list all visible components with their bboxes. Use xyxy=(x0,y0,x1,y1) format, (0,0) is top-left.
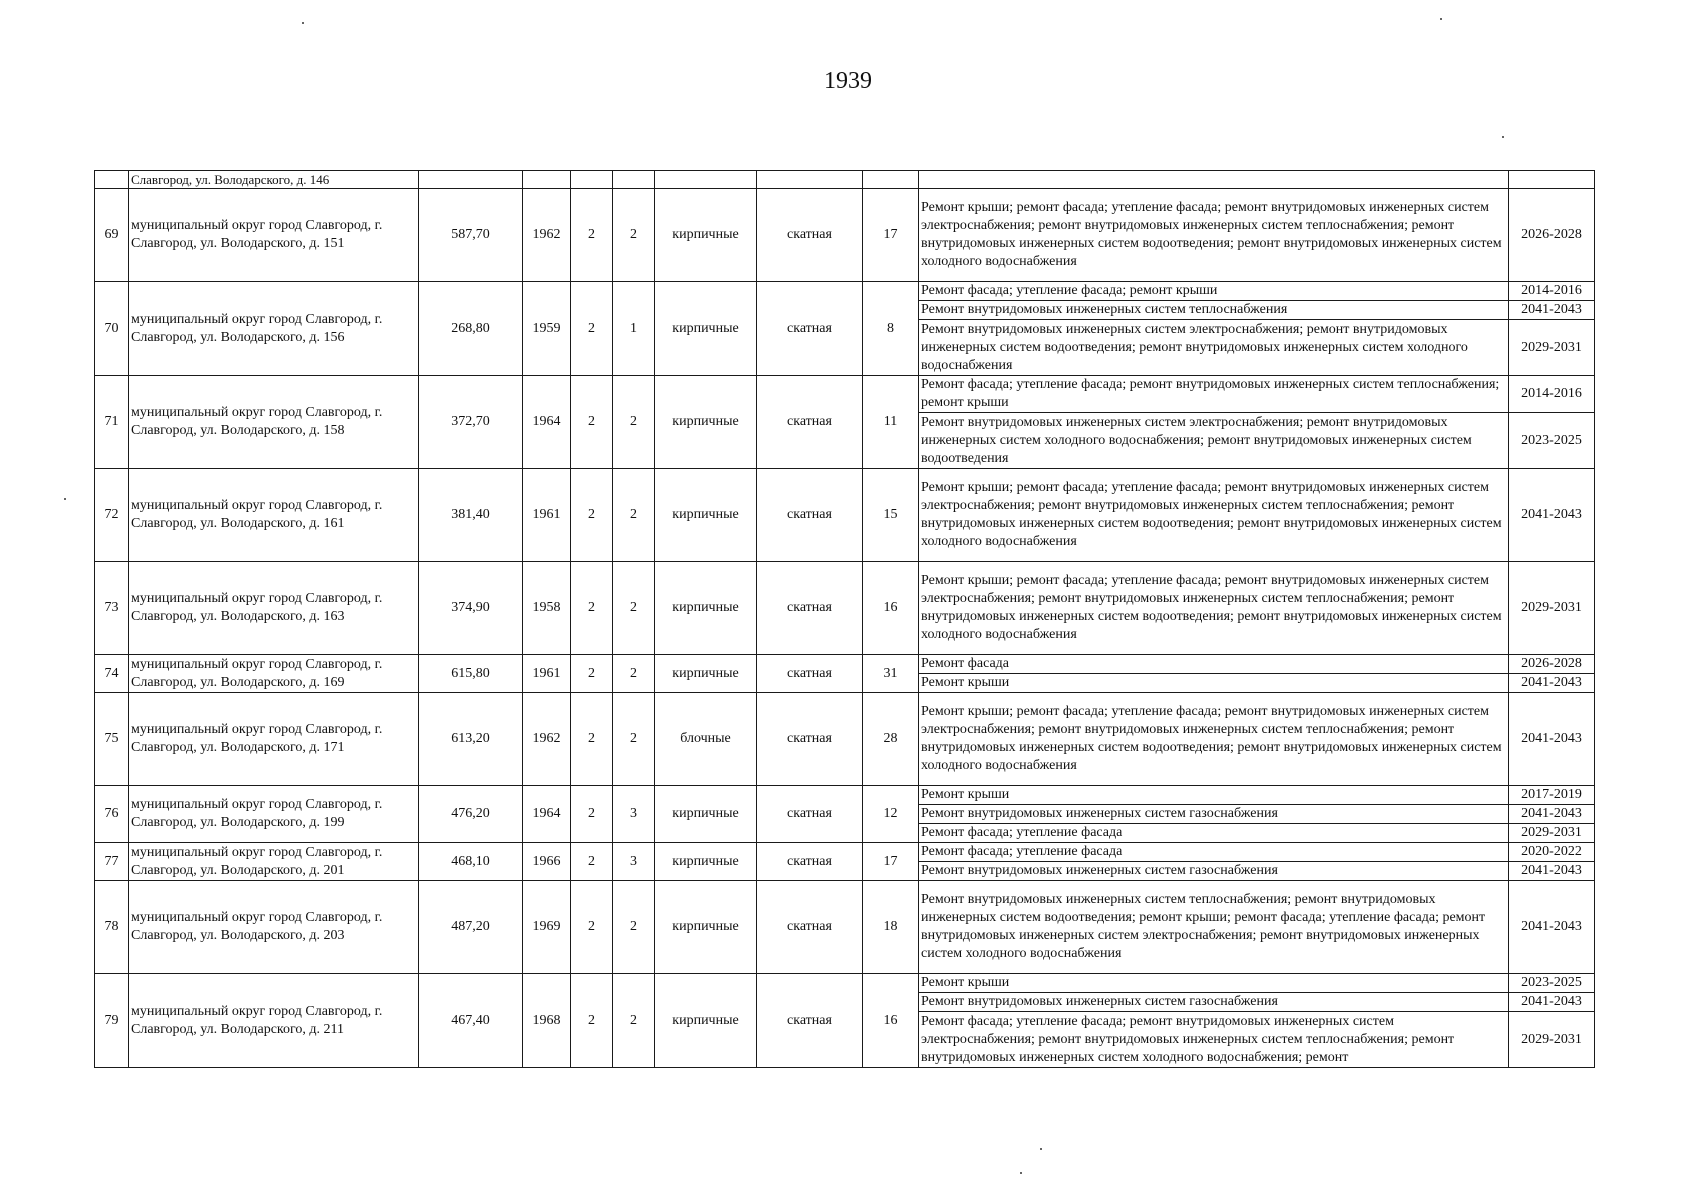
cell-year: 1961 xyxy=(523,469,571,562)
cell-roof: скатная xyxy=(757,655,863,693)
cell-works: Ремонт крыши; ремонт фасада; утепление фасада; ремонт внутридомовых инженерных систем электроснабжения; ремонт внутридомовых инженерных систем теплоснабжения; ремонт внутридомовых инженерных систем водоотведения; ремонт внутридомовых инженерных систем холодного водоснабжения xyxy=(919,693,1509,786)
cell-works: Ремонт фасада; утепление фасада xyxy=(919,843,1509,862)
cell-works: Ремонт внутридомовых инженерных систем электроснабжения; ремонт внутридомовых инженерных систем холодного водоснабжения; ремонт внутридомовых инженерных систем водоотведения xyxy=(919,413,1509,469)
cell-roof: скатная xyxy=(757,693,863,786)
cell-years: 2041-2043 xyxy=(1509,674,1595,693)
cell-works: Ремонт крыши xyxy=(919,786,1509,805)
cell-works: Ремонт фасада; утепление фасада xyxy=(919,824,1509,843)
cell-year xyxy=(523,171,571,189)
cell-floors: 2 xyxy=(571,376,613,469)
cell-year: 1962 xyxy=(523,189,571,282)
cell-num: 70 xyxy=(95,282,129,376)
cell-years: 2029-2031 xyxy=(1509,562,1595,655)
cell-entrances: 2 xyxy=(613,881,655,974)
cell-floors: 2 xyxy=(571,693,613,786)
cell-address: муниципальный округ город Славгород, г. Славгород, ул. Володарского, д. 201 xyxy=(129,843,419,881)
cell-year: 1966 xyxy=(523,843,571,881)
cell-year: 1968 xyxy=(523,974,571,1068)
cell-roof: скатная xyxy=(757,189,863,282)
cell-year: 1964 xyxy=(523,786,571,843)
cell-years: 2014-2016 xyxy=(1509,376,1595,413)
cell-floors: 2 xyxy=(571,655,613,693)
cell-floors: 2 xyxy=(571,469,613,562)
cell-apartments: 8 xyxy=(863,282,919,376)
cell-years: 2023-2025 xyxy=(1509,974,1595,993)
cell-entrances: 3 xyxy=(613,786,655,843)
cell-entrances xyxy=(613,171,655,189)
continuation-row xyxy=(95,171,1595,189)
cell-area: 374,90 xyxy=(419,562,523,655)
cell-roof: скатная xyxy=(757,469,863,562)
cell-entrances: 2 xyxy=(613,655,655,693)
cell-years: 2041-2043 xyxy=(1509,993,1595,1012)
scan-speck xyxy=(64,498,66,500)
cell-year: 1969 xyxy=(523,881,571,974)
table-row xyxy=(95,469,1595,562)
cell-address: муниципальный округ город Славгород, г. Славгород, ул. Володарского, д. 156 xyxy=(129,282,419,376)
cell-year: 1962 xyxy=(523,693,571,786)
cell-apartments: 15 xyxy=(863,469,919,562)
page-number: 1939 xyxy=(824,68,872,94)
table-row xyxy=(95,693,1595,786)
cell-num: 74 xyxy=(95,655,129,693)
housing-repair-table xyxy=(94,170,1595,1068)
cell-apartments: 12 xyxy=(863,786,919,843)
cell-address: муниципальный округ город Славгород, г. Славгород, ул. Володарского, д. 169 xyxy=(129,655,419,693)
cell-walls xyxy=(655,171,757,189)
cell-floors xyxy=(571,171,613,189)
cell-address: муниципальный округ город Славгород, г. Славгород, ул. Володарского, д. 203 xyxy=(129,881,419,974)
table-body xyxy=(95,171,1595,1068)
cell-apartments: 17 xyxy=(863,843,919,881)
cell-years: 2017-2019 xyxy=(1509,786,1595,805)
cell-roof xyxy=(757,171,863,189)
cell-works: Ремонт внутридомовых инженерных систем газоснабжения xyxy=(919,805,1509,824)
cell-year: 1958 xyxy=(523,562,571,655)
cell-floors: 2 xyxy=(571,189,613,282)
cell-area: 487,20 xyxy=(419,881,523,974)
cell-area: 381,40 xyxy=(419,469,523,562)
scan-speck xyxy=(1502,136,1504,138)
table-row xyxy=(95,881,1595,974)
cell-years: 2029-2031 xyxy=(1509,320,1595,376)
scan-speck xyxy=(1440,18,1442,20)
cell-address: муниципальный округ город Славгород, г. Славгород, ул. Володарского, д. 151 xyxy=(129,189,419,282)
cell-floors: 2 xyxy=(571,282,613,376)
cell-works: Ремонт фасада; утепление фасада; ремонт внутридомовых инженерных систем теплоснабжения; ремонт крыши xyxy=(919,376,1509,413)
cell-works: Ремонт фасада xyxy=(919,655,1509,674)
cell-num: 79 xyxy=(95,974,129,1068)
cell-works: Ремонт фасада; утепление фасада; ремонт крыши xyxy=(919,282,1509,301)
cell-roof: скатная xyxy=(757,376,863,469)
cell-works: Ремонт фасада; утепление фасада; ремонт внутридомовых инженерных систем электроснабжения; ремонт внутридомовых инженерных систем теплоснабжения; ремонт внутридомовых инженерных систем холодного водоснабжения; ремонт xyxy=(919,1012,1509,1068)
cell-works: Ремонт внутридомовых инженерных систем газоснабжения xyxy=(919,993,1509,1012)
cell-num: 78 xyxy=(95,881,129,974)
cell-address: муниципальный округ город Славгород, г. Славгород, ул. Володарского, д. 158 xyxy=(129,376,419,469)
scan-speck xyxy=(1020,1172,1022,1174)
cell-roof: скатная xyxy=(757,843,863,881)
cell-apartments: 11 xyxy=(863,376,919,469)
cell-year: 1964 xyxy=(523,376,571,469)
cell-years: 2029-2031 xyxy=(1509,824,1595,843)
cell-works: Ремонт крыши xyxy=(919,674,1509,693)
cell-floors: 2 xyxy=(571,786,613,843)
cell-floors: 2 xyxy=(571,562,613,655)
cell-entrances: 2 xyxy=(613,562,655,655)
cell-walls: кирпичные xyxy=(655,786,757,843)
cell-apartments: 17 xyxy=(863,189,919,282)
table-row xyxy=(95,282,1595,301)
cell-entrances: 1 xyxy=(613,282,655,376)
cell-years: 2020-2022 xyxy=(1509,843,1595,862)
cell-years: 2026-2028 xyxy=(1509,189,1595,282)
cell-works: Ремонт крыши; ремонт фасада; утепление фасада; ремонт внутридомовых инженерных систем электроснабжения; ремонт внутридомовых инженерных систем теплоснабжения; ремонт внутридомовых инженерных систем водоотведения; ремонт внутридомовых инженерных систем холодного водоснабжения xyxy=(919,562,1509,655)
cell-entrances: 3 xyxy=(613,843,655,881)
cell-works: Ремонт внутридомовых инженерных систем электроснабжения; ремонт внутридомовых инженерных систем водоотведения; ремонт внутридомовых инженерных систем холодного водоснабжения xyxy=(919,320,1509,376)
cell-floors: 2 xyxy=(571,974,613,1068)
cell-works: Ремонт крыши xyxy=(919,974,1509,993)
table-row xyxy=(95,655,1595,674)
cell-walls: кирпичные xyxy=(655,881,757,974)
cell-area: 268,80 xyxy=(419,282,523,376)
cell-entrances: 2 xyxy=(613,693,655,786)
cell-works: Ремонт крыши; ремонт фасада; утепление фасада; ремонт внутридомовых инженерных систем электроснабжения; ремонт внутридомовых инженерных систем теплоснабжения; ремонт внутридомовых инженерных систем водоотведения; ремонт внутридомовых инженерных систем холодного водоснабжения xyxy=(919,189,1509,282)
cell-works xyxy=(919,171,1509,189)
cell-works: Ремонт внутридомовых инженерных систем теплоснабжения; ремонт внутридомовых инженерных систем водоотведения; ремонт крыши; ремонт фасада; утепление фасада; ремонт внутридомовых инженерных систем электроснабжения; ремонт внутридомовых инженерных систем холодного водоснабжения xyxy=(919,881,1509,974)
cell-floors: 2 xyxy=(571,843,613,881)
cell-apartments: 28 xyxy=(863,693,919,786)
cell-walls: блочные xyxy=(655,693,757,786)
cell-area: 587,70 xyxy=(419,189,523,282)
cell-years: 2041-2043 xyxy=(1509,301,1595,320)
table-row xyxy=(95,189,1595,282)
cell-area: 372,70 xyxy=(419,376,523,469)
cell-num: 72 xyxy=(95,469,129,562)
cell-area: 615,80 xyxy=(419,655,523,693)
cell-roof: скатная xyxy=(757,881,863,974)
cell-entrances: 2 xyxy=(613,469,655,562)
cell-apartments: 18 xyxy=(863,881,919,974)
cell-years: 2041-2043 xyxy=(1509,805,1595,824)
cell-years: 2041-2043 xyxy=(1509,693,1595,786)
cell-address: муниципальный округ город Славгород, г. Славгород, ул. Володарского, д. 199 xyxy=(129,786,419,843)
cell-walls: кирпичные xyxy=(655,562,757,655)
cell-walls: кирпичные xyxy=(655,974,757,1068)
cell-address: муниципальный округ город Славгород, г. Славгород, ул. Володарского, д. 163 xyxy=(129,562,419,655)
cell-works: Ремонт крыши; ремонт фасада; утепление фасада; ремонт внутридомовых инженерных систем электроснабжения; ремонт внутридомовых инженерных систем теплоснабжения; ремонт внутридомовых инженерных систем водоотведения; ремонт внутридомовых инженерных систем холодного водоснабжения xyxy=(919,469,1509,562)
cell-num: 71 xyxy=(95,376,129,469)
cell-years: 2041-2043 xyxy=(1509,469,1595,562)
cell-apartments: 16 xyxy=(863,562,919,655)
cell-walls: кирпичные xyxy=(655,376,757,469)
cell-years xyxy=(1509,171,1595,189)
cell-address: муниципальный округ город Славгород, г. Славгород, ул. Володарского, д. 171 xyxy=(129,693,419,786)
cell-walls: кирпичные xyxy=(655,469,757,562)
cell-area: 467,40 xyxy=(419,974,523,1068)
cell-works: Ремонт внутридомовых инженерных систем теплоснабжения xyxy=(919,301,1509,320)
cell-years: 2041-2043 xyxy=(1509,862,1595,881)
cell-num: 73 xyxy=(95,562,129,655)
cell-apartments: 31 xyxy=(863,655,919,693)
cell-roof: скатная xyxy=(757,974,863,1068)
cell-years: 2023-2025 xyxy=(1509,413,1595,469)
cell-year: 1961 xyxy=(523,655,571,693)
cell-year: 1959 xyxy=(523,282,571,376)
cell-address: муниципальный округ город Славгород, г. Славгород, ул. Володарского, д. 161 xyxy=(129,469,419,562)
table-row xyxy=(95,376,1595,413)
cell-roof: скатная xyxy=(757,282,863,376)
cell-area: 468,10 xyxy=(419,843,523,881)
cell-walls: кирпичные xyxy=(655,655,757,693)
cell-roof: скатная xyxy=(757,786,863,843)
cell-num: 76 xyxy=(95,786,129,843)
cell-roof: скатная xyxy=(757,562,863,655)
cell-apartments: 16 xyxy=(863,974,919,1068)
cell-address: муниципальный округ город Славгород, г. Славгород, ул. Володарского, д. 211 xyxy=(129,974,419,1068)
cell-years: 2029-2031 xyxy=(1509,1012,1595,1068)
cell-entrances: 2 xyxy=(613,189,655,282)
cell-num xyxy=(95,171,129,189)
cell-num: 69 xyxy=(95,189,129,282)
cell-area xyxy=(419,171,523,189)
cell-walls: кирпичные xyxy=(655,189,757,282)
cell-walls: кирпичные xyxy=(655,843,757,881)
cell-walls: кирпичные xyxy=(655,282,757,376)
cell-area: 613,20 xyxy=(419,693,523,786)
cell-entrances: 2 xyxy=(613,974,655,1068)
scan-speck xyxy=(1040,1148,1042,1150)
cell-years: 2041-2043 xyxy=(1509,881,1595,974)
table-row xyxy=(95,843,1595,862)
table-row xyxy=(95,786,1595,805)
cell-address: Славгород, ул. Володарского, д. 146 xyxy=(129,171,419,189)
cell-entrances: 2 xyxy=(613,376,655,469)
cell-area: 476,20 xyxy=(419,786,523,843)
cell-years: 2014-2016 xyxy=(1509,282,1595,301)
cell-apartments xyxy=(863,171,919,189)
cell-works: Ремонт внутридомовых инженерных систем газоснабжения xyxy=(919,862,1509,881)
cell-num: 75 xyxy=(95,693,129,786)
table-row xyxy=(95,974,1595,993)
cell-floors: 2 xyxy=(571,881,613,974)
cell-num: 77 xyxy=(95,843,129,881)
table-row xyxy=(95,562,1595,655)
scan-speck xyxy=(302,22,304,24)
cell-years: 2026-2028 xyxy=(1509,655,1595,674)
